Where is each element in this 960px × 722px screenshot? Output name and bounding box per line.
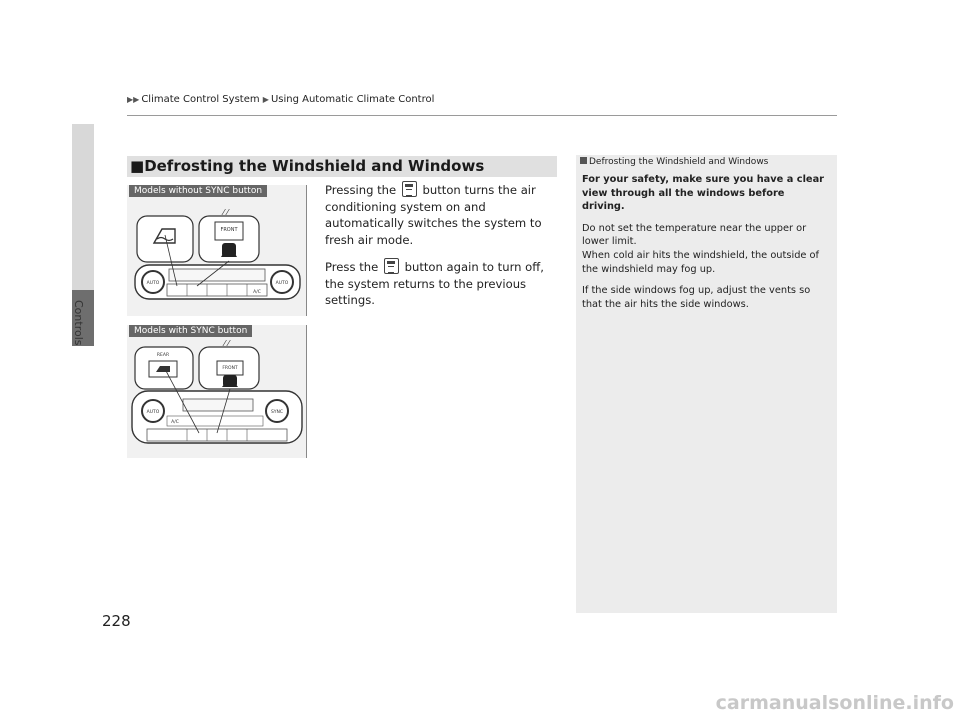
- note-text: [582, 173, 830, 319]
- press-indicator-icon: ⁄ ⁄: [223, 208, 229, 217]
- note-marker-icon: [580, 157, 587, 164]
- figure-label-without-sync: Models without SYNC button: [129, 185, 267, 197]
- paragraph-press-again: Press the button again to turn off, the system returns to the previous settings.: [325, 260, 544, 307]
- section-title: ■Defrosting the Windshield and Windows: [130, 157, 485, 175]
- figure-label-with-sync: Models with SYNC button: [129, 325, 252, 337]
- front-defrost-button-icon: [402, 181, 417, 197]
- auto-dial-label: AUTO: [146, 281, 160, 286]
- note-side-windows: If the side windows fog up, adjust the vents so that the air hits the side windows.: [582, 285, 811, 310]
- sidebar-chapter-label: Controls: [72, 300, 85, 346]
- front-defrost-button-icon: [384, 258, 399, 274]
- note-temperature: Do not set the temperature near the upper or lower limit. When cold air hits the windshield, the outside of the windshield may fog up.: [582, 222, 819, 275]
- ac-button-label: A/C: [253, 290, 261, 295]
- front-button-label: FRONT: [222, 366, 238, 371]
- auto-dial-right-label: AUTO: [275, 281, 289, 286]
- front-button-label: FRONT: [220, 227, 238, 233]
- auto-dial-label: AUTO: [146, 410, 160, 415]
- note-safety-warning: For your safety, make sure you have a clear view through all the windows before driving.: [582, 174, 825, 213]
- breadcrumb-item-automatic[interactable]: Using Automatic Climate Control: [270, 94, 435, 105]
- header-divider: [127, 115, 837, 116]
- figure-with-sync: [127, 325, 307, 458]
- paragraph-pressing: Pressing the button turns the air conditioning system on and automatically switches the system to fresh air mode.: [325, 183, 542, 247]
- sidebar-strip: [72, 124, 94, 290]
- climate-panel-illustration: [127, 185, 306, 316]
- press-indicator-icon: ⁄ ⁄: [224, 339, 230, 348]
- section-bullet-icon: ■: [130, 157, 145, 175]
- watermark[interactable]: carmanualsonline.info: [715, 692, 954, 714]
- breadcrumb-item-climate[interactable]: Climate Control System: [141, 94, 260, 105]
- breadcrumb-arrow-icon: ▶▶: [127, 95, 140, 104]
- note-title: Defrosting the Windshield and Windows: [580, 157, 768, 167]
- rear-button-label: REAR: [156, 353, 170, 358]
- breadcrumb: [127, 94, 434, 105]
- climate-panel-sync-illustration: [127, 325, 306, 458]
- sync-dial-label: SYNC: [270, 410, 284, 415]
- breadcrumb-arrow-icon: ▶: [262, 95, 269, 104]
- page-number: 228: [102, 612, 131, 630]
- ac-button-label: A/C: [171, 420, 179, 425]
- figure-without-sync: [127, 185, 307, 316]
- body-text: [325, 181, 550, 319]
